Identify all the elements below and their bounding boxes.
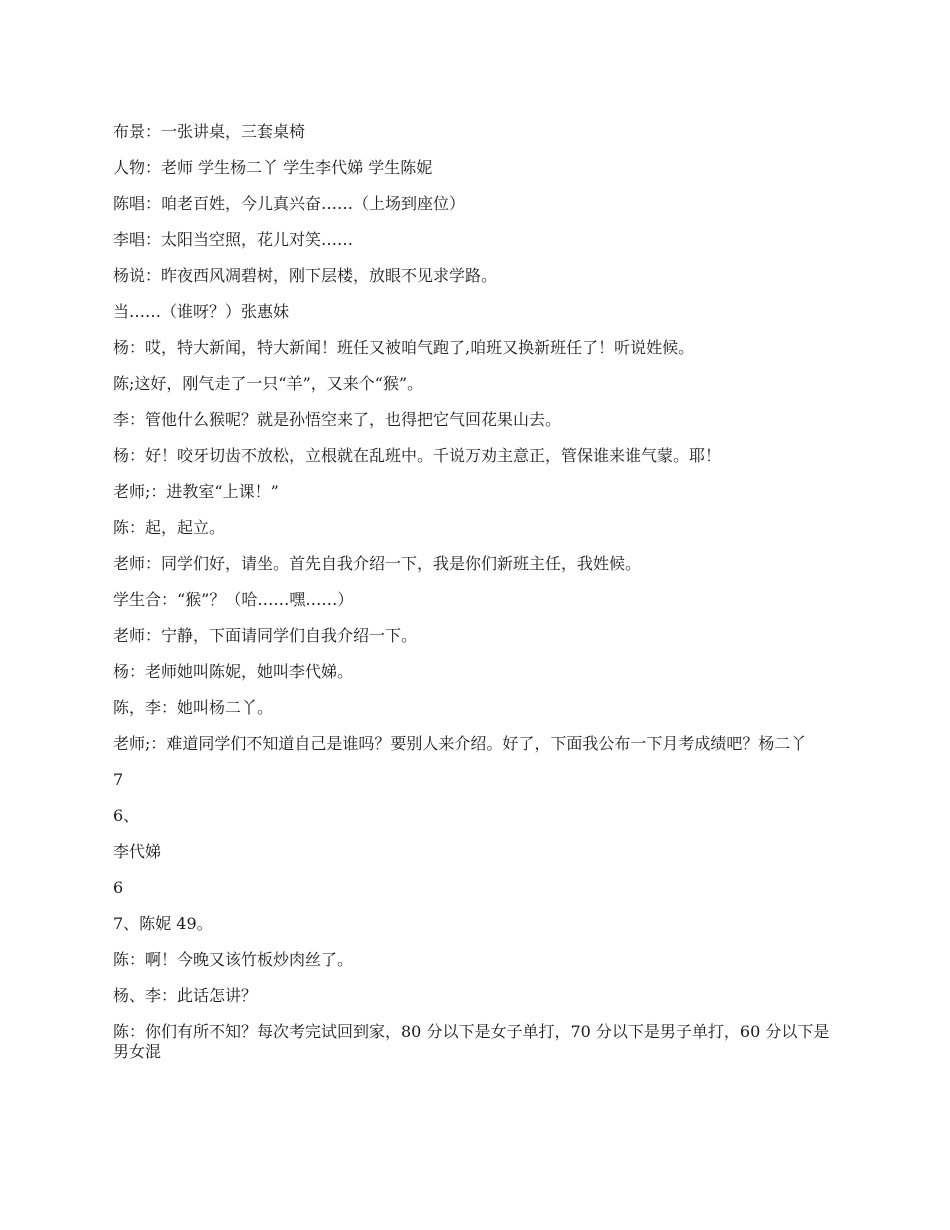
paragraph-line: 陈：啊！今晚又该竹板炒肉丝了。 (113, 950, 354, 969)
paragraph-line: 杨：哎，特大新闻，特大新闻！班任又被咱气跑了,咱班又换新班任了！听说姓候。 (113, 338, 695, 357)
paragraph-line: 老师：宁静，下面请同学们自我介绍一下。 (113, 626, 418, 645)
paragraph-line: 6、 (113, 806, 140, 825)
paragraph-line: 杨、李：此话怎讲？ (113, 986, 258, 1005)
paragraph-line: 老师;：难道同学们不知道自己是谁吗？要别人来介绍。好了，下面我公布一下月考成绩吧？杨二丫 (113, 734, 807, 753)
paragraph-line: 杨：好！咬牙切齿不放松，立根就在乱班中。千说万劝主意正，管保谁来谁气蒙。耶！ (113, 446, 722, 465)
paragraph-line: 7 (113, 770, 124, 789)
paragraph-characters: 人物：老师 学生杨二丫 学生李代娣 学生陈妮 (113, 158, 433, 177)
paragraph-line: 陈;这好，刚气走了一只“羊”，又来个“猴”。 (113, 374, 424, 393)
paragraph-line: 老师;：进教室“上课！” (113, 482, 279, 501)
paragraph-line: 当……（谁呀？）张惠妹 (113, 302, 290, 321)
paragraph-line: 陈唱：咱老百姓，今儿真兴奋……（上场到座位） (113, 194, 466, 213)
paragraph-line: 7、陈妮 49。 (113, 914, 213, 933)
paragraph-line: 陈，李：她叫杨二丫。 (113, 698, 274, 717)
paragraph-setting: 布景：一张讲桌，三套桌椅 (113, 122, 306, 141)
paragraph-line: 6 (113, 878, 124, 897)
paragraph-line: 李代娣 (113, 842, 162, 861)
paragraph-line: 李唱：太阳当空照，花儿对笑…… (113, 230, 354, 249)
paragraph-line: 老师：同学们好，请坐。首先自我介绍一下，我是你们新班主任，我姓候。 (113, 554, 642, 573)
document-body (113, 122, 833, 1078)
paragraph-line: 陈：你们有所不知？每次考完试回到家，80 分以下是女子单打，70 分以下是男子单打，60 分以下是男女混 (113, 1022, 830, 1061)
paragraph-line: 杨：老师她叫陈妮，她叫李代娣。 (113, 662, 354, 681)
paragraph-line: 学生合：“猴”？（哈……嘿……） (113, 590, 354, 609)
paragraph-line: 陈：起，起立。 (113, 518, 226, 537)
paragraph-line: 杨说：昨夜西风凋碧树，刚下层楼，放眼不见求学路。 (113, 266, 498, 285)
paragraph-line: 李：管他什么猴呢？就是孙悟空来了，也得把它气回花果山去。 (113, 410, 562, 429)
